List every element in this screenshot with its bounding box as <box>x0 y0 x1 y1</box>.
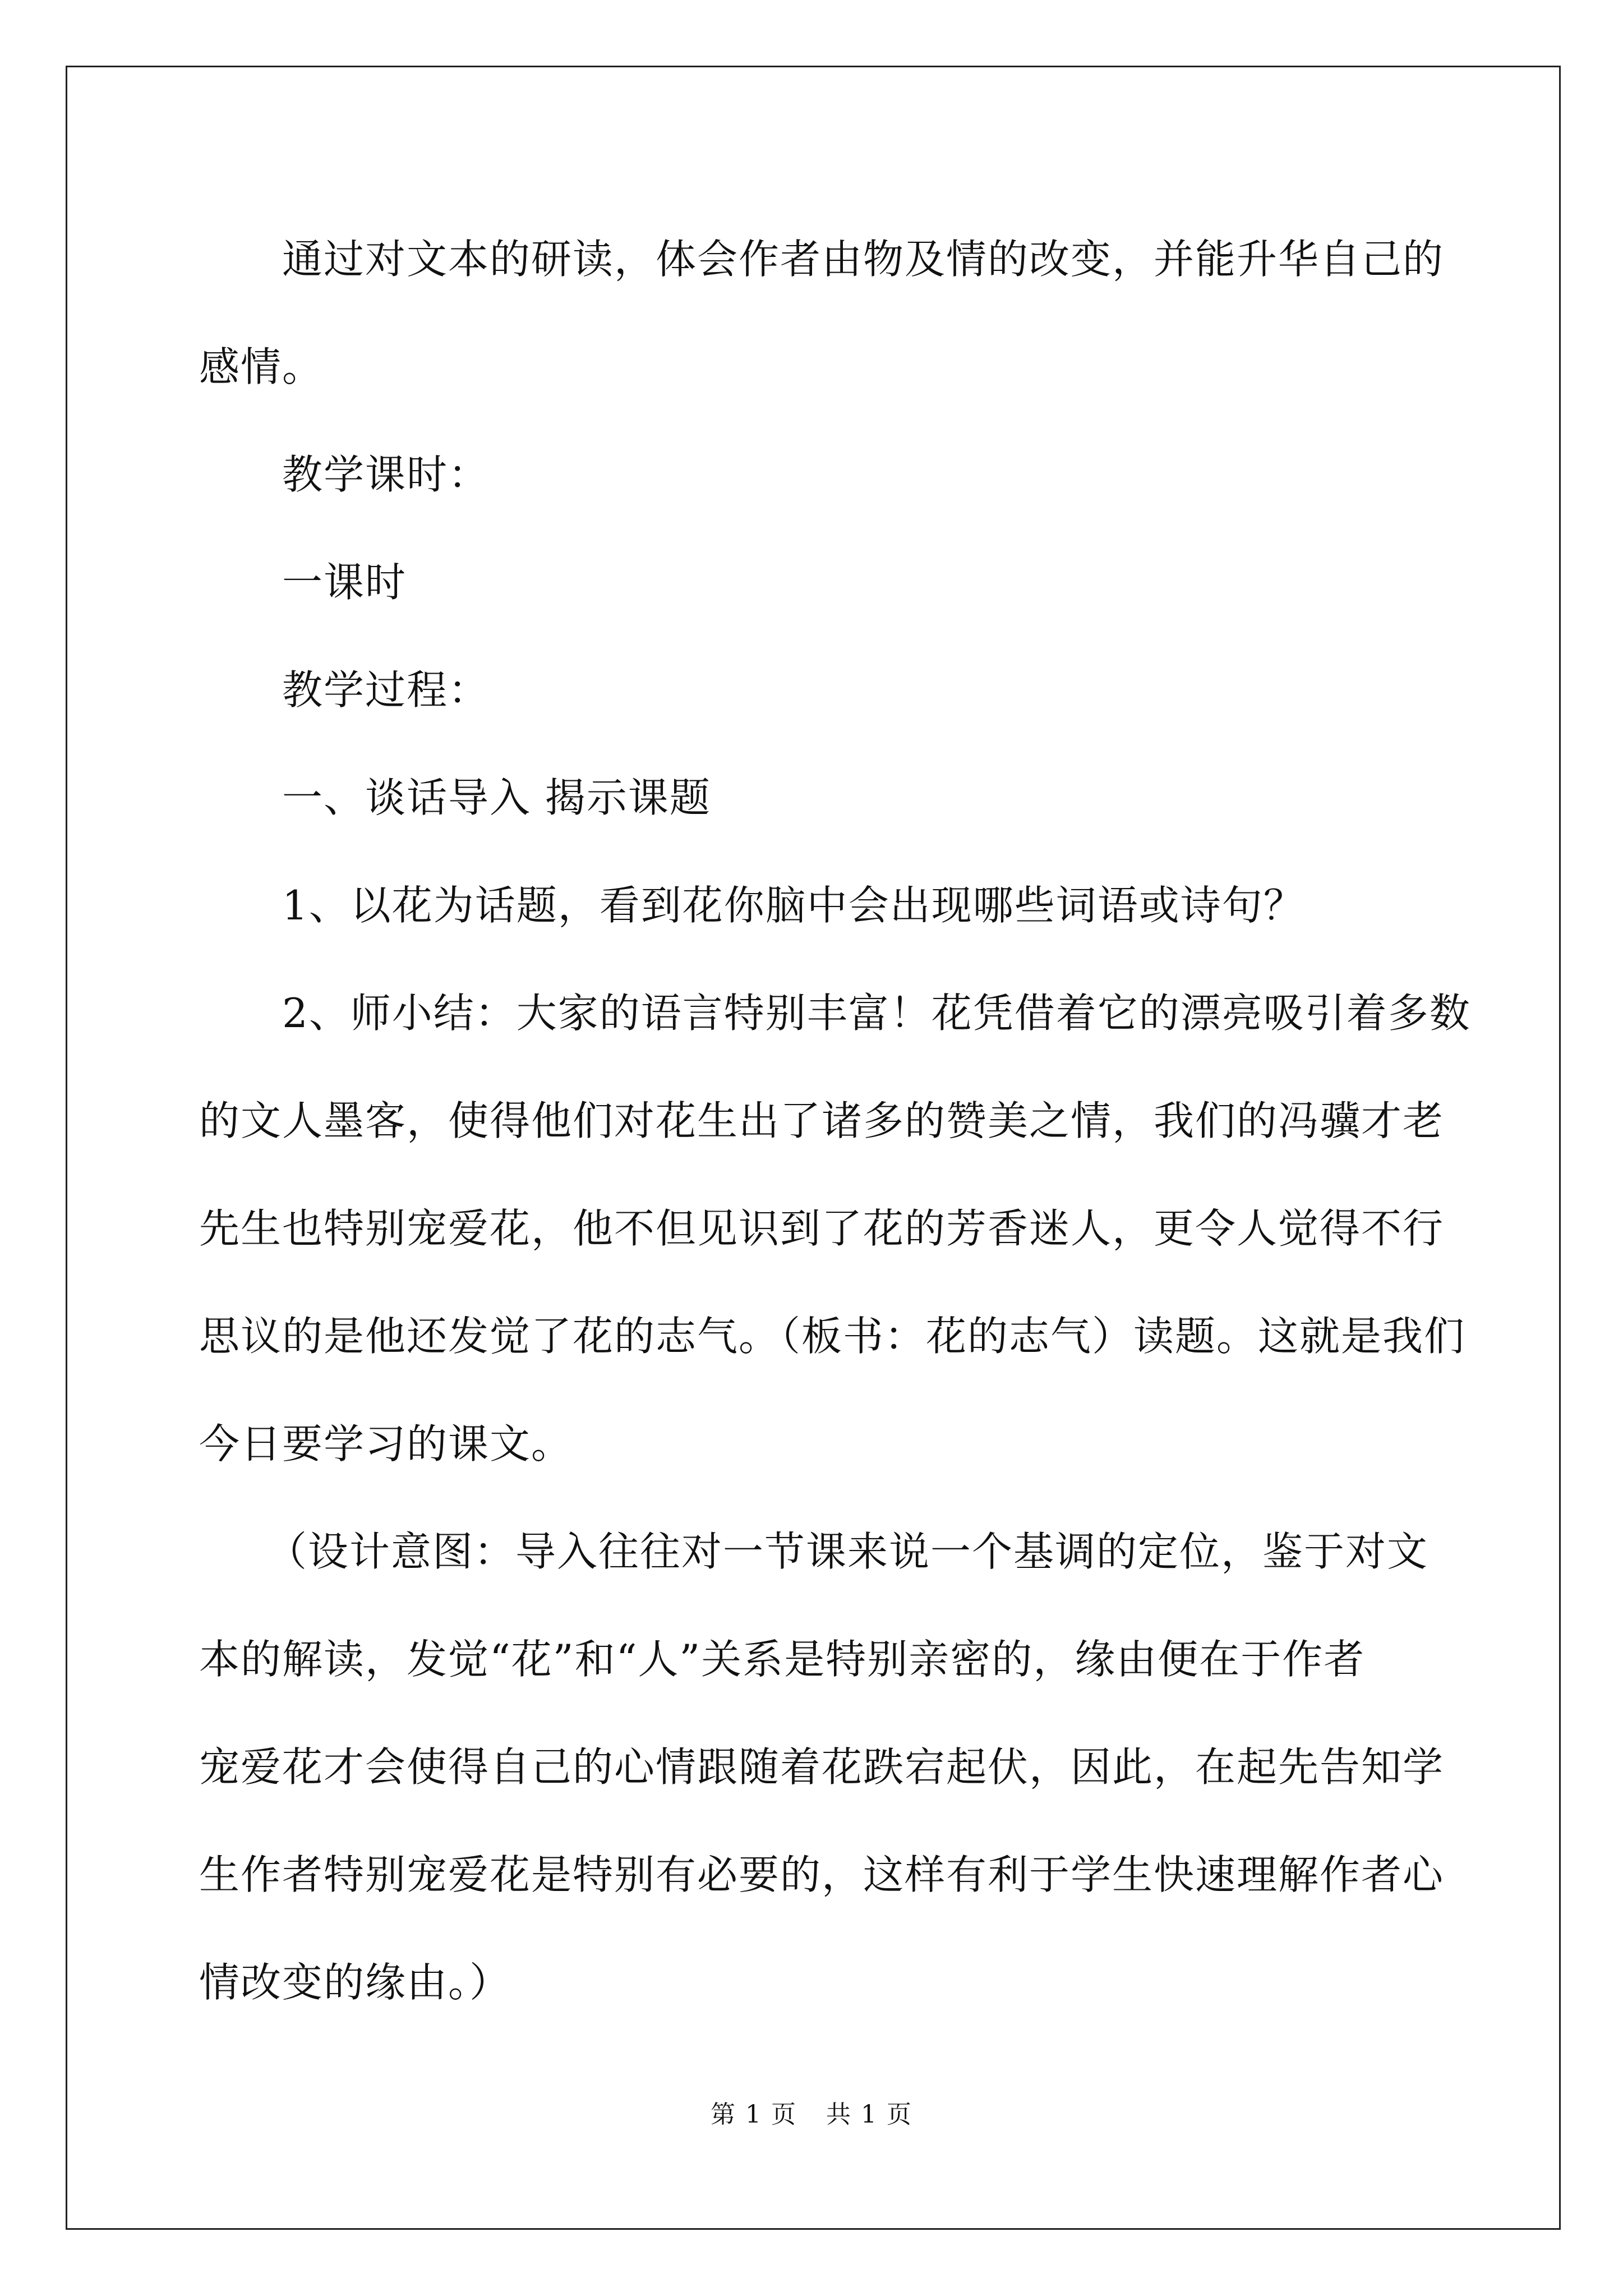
text-line: 教学过程： <box>282 666 490 714</box>
paragraph-process-label <box>199 636 1433 744</box>
text-line: 感情。 <box>199 343 324 390</box>
text-line: 先生也特别宠爱花，他不但见识到了花的芳香迷人，更令人觉得不行 <box>199 1205 1445 1252</box>
section-heading <box>199 744 1433 852</box>
paragraph-objective <box>199 205 1445 421</box>
list-item-2 <box>199 959 1471 1498</box>
text-line: 生作者特别宠爱花是特别有必要的，这样有利于学生快速理解作者心 <box>199 1851 1445 1898</box>
document-body <box>199 205 1471 2036</box>
paragraph-lesson-hours-value <box>199 528 1433 636</box>
text-line: （设计意图：导入往往对一节课来说一个基调的定位，鉴于对文 <box>266 1528 1429 1575</box>
page-footer <box>0 2094 1623 2130</box>
text-line: 1、以花为话题，看到花你脑中会出现哪些词语或诗句？ <box>282 882 1305 929</box>
text-line: 本的解读，发觉“花”和“人”关系是特别亲密的，缘由便在于作者 <box>199 1636 1366 1683</box>
text-line: 宠爱花才会使得自己的心情跟随着花跌宕起伏，因此，在起先告知学 <box>199 1743 1445 1791</box>
text-line: 教学课时： <box>282 451 490 498</box>
text-line: 的文人墨客，使得他们对花生出了诸多的赞美之情，我们的冯骥才老 <box>199 1097 1445 1144</box>
paragraph-lesson-hours-label <box>199 421 1433 528</box>
list-item-1 <box>199 852 1433 959</box>
page-number: 第 1 页 <box>711 2100 797 2129</box>
text-line: 情改变的缘由。） <box>199 1959 511 2006</box>
text-line: 思议的是他还发觉了花的志气。（板书：花的志气）读题。这就是我们 <box>199 1313 1466 1360</box>
text-line: 一课时 <box>282 559 407 606</box>
text-line: 通过对文本的研读，体会作者由物及情的改变，并能升华自己的 <box>282 236 1445 283</box>
text-line: 2、师小结：大家的语言特别丰富！花凭借着它的漂亮吸引着多数 <box>282 990 1471 1037</box>
design-intent-note <box>199 1498 1445 2036</box>
text-line: 今日要学习的课文。 <box>199 1420 573 1467</box>
page-total: 共 1 页 <box>826 2100 912 2129</box>
text-line: 一、谈话导入 揭示课题 <box>282 774 711 821</box>
